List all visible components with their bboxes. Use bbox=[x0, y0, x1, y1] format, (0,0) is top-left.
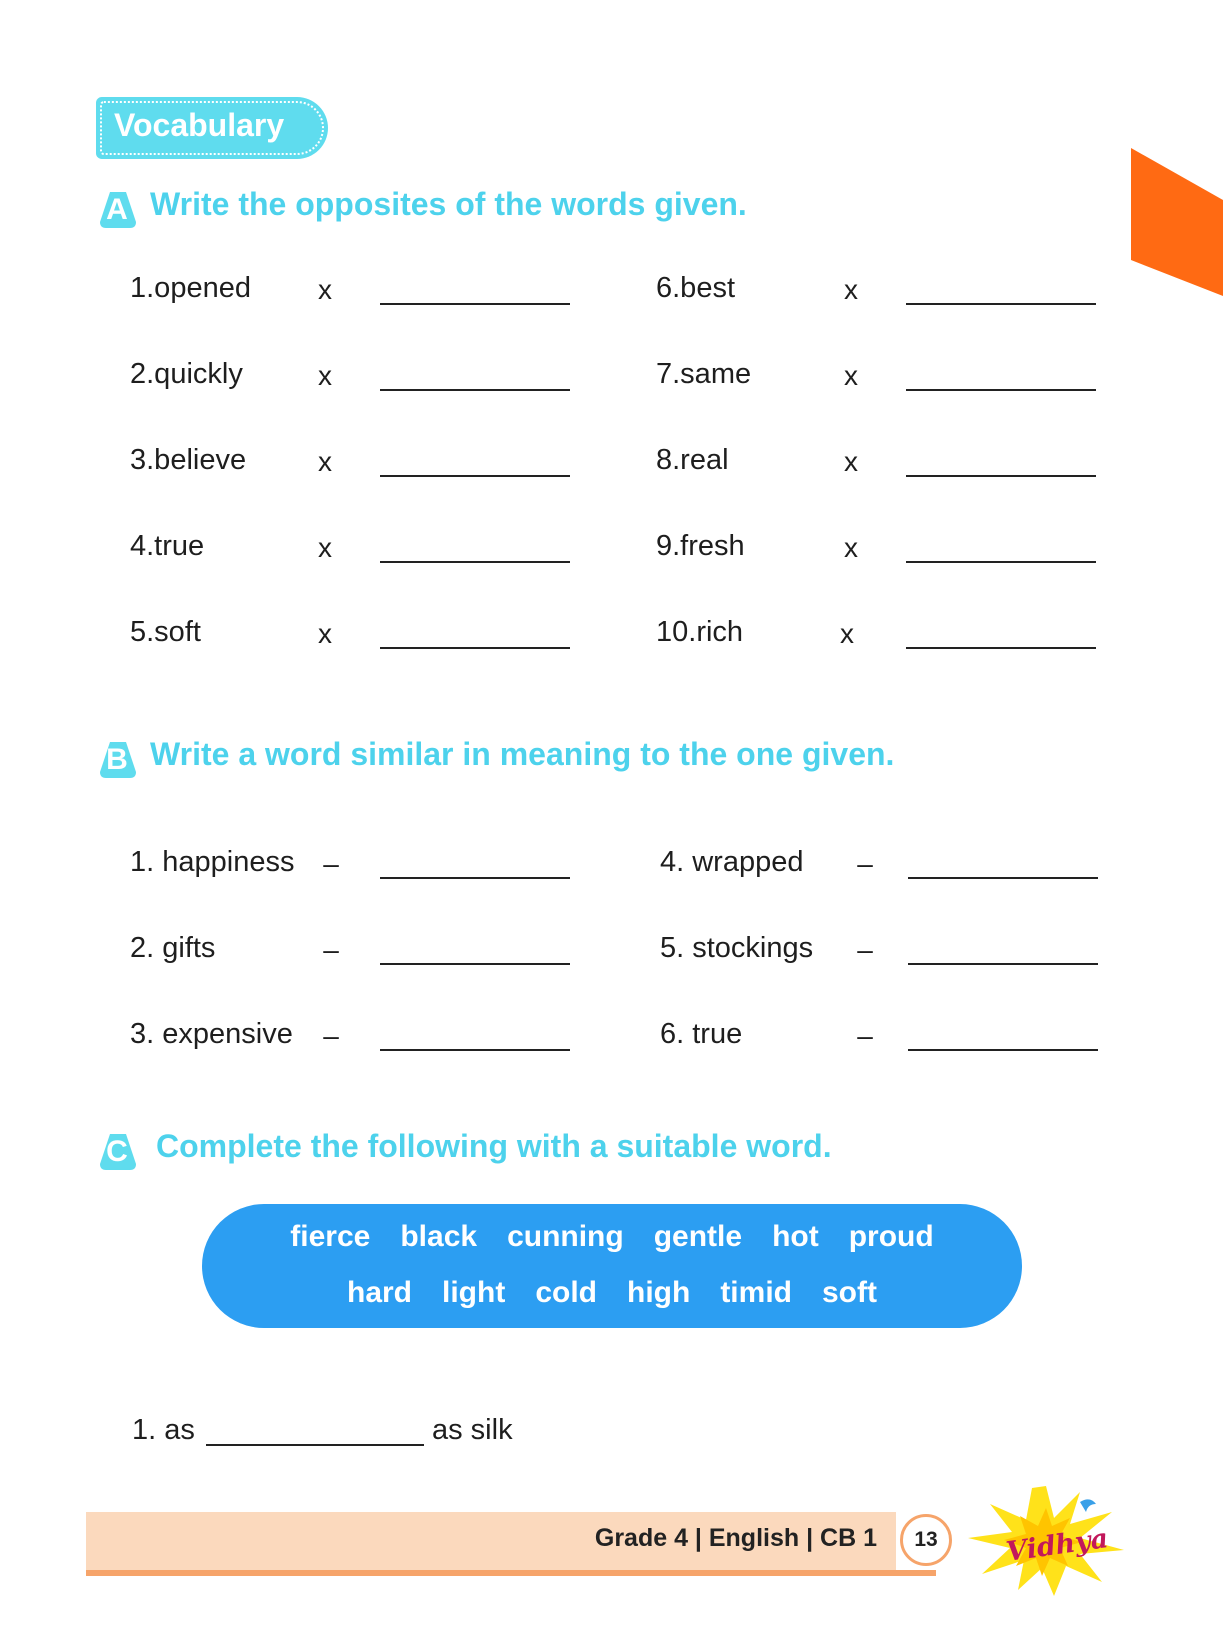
word-bank-word: fierce bbox=[290, 1220, 371, 1253]
similar-word-2: 2. gifts bbox=[130, 932, 216, 964]
vocabulary-tag bbox=[96, 97, 328, 159]
answer-blank-b6[interactable] bbox=[908, 1049, 1098, 1051]
opposite-word-9: 9.fresh bbox=[656, 530, 745, 562]
opposite-word-5: 5.soft bbox=[130, 616, 201, 648]
word-bank-word: cunning bbox=[507, 1220, 624, 1253]
footer-grade-subject: Grade 4 | English | CB 1 bbox=[594, 1524, 877, 1552]
opposite-word-4: 4.true bbox=[130, 530, 205, 562]
similar-word-6: 6. true bbox=[660, 1018, 743, 1050]
similar-dash: – bbox=[323, 1020, 339, 1051]
opposite-word-10: 10.rich bbox=[656, 616, 744, 648]
vocabulary-label: Vocabulary bbox=[114, 107, 285, 143]
similar-word-3: 3. expensive bbox=[130, 1018, 293, 1050]
section-b-badge-letter: B bbox=[106, 743, 128, 776]
opposite-mark: x bbox=[318, 618, 332, 649]
word-bank bbox=[202, 1204, 1022, 1328]
similar-dash: – bbox=[323, 848, 339, 879]
section-a-title: Write the opposites of the words given. bbox=[150, 186, 747, 222]
word-bank-row-1 bbox=[202, 1220, 1022, 1254]
opposite-mark: x bbox=[844, 446, 858, 477]
corner-tab-decoration bbox=[1131, 148, 1223, 296]
word-bank-word: cold bbox=[535, 1276, 597, 1309]
opposite-word-6: 6.best bbox=[656, 272, 735, 304]
opposite-mark: x bbox=[318, 446, 332, 477]
section-a-badge-letter: A bbox=[106, 193, 128, 226]
similar-dash: – bbox=[323, 934, 339, 965]
answer-blank-a8[interactable] bbox=[906, 475, 1096, 477]
answer-blank-a5[interactable] bbox=[380, 647, 570, 649]
similar-dash: – bbox=[857, 1020, 873, 1051]
answer-blank-b2[interactable] bbox=[380, 963, 570, 965]
word-bank-word: proud bbox=[848, 1220, 934, 1253]
page-number: 13 bbox=[900, 1514, 952, 1566]
word-bank-word: soft bbox=[821, 1276, 877, 1309]
answer-blank-a2[interactable] bbox=[380, 389, 570, 391]
answer-blank-a9[interactable] bbox=[906, 561, 1096, 563]
opposite-word-8: 8.real bbox=[656, 444, 729, 476]
answer-blank-b3[interactable] bbox=[380, 1049, 570, 1051]
word-bank-word: hot bbox=[772, 1220, 819, 1253]
answer-blank-a6[interactable] bbox=[906, 303, 1096, 305]
answer-blank-a7[interactable] bbox=[906, 389, 1096, 391]
word-bank-word: timid bbox=[720, 1276, 792, 1309]
similar-dash: – bbox=[857, 934, 873, 965]
opposite-word-2: 2.quickly bbox=[130, 358, 243, 390]
answer-blank-b5[interactable] bbox=[908, 963, 1098, 965]
word-bank-word: gentle bbox=[653, 1220, 743, 1253]
similar-word-5: 5. stockings bbox=[660, 932, 814, 964]
similar-word-4: 4. wrapped bbox=[660, 846, 804, 878]
word-bank-word: hard bbox=[347, 1276, 413, 1309]
section-c-badge-letter: C bbox=[106, 1135, 128, 1168]
opposite-mark: x bbox=[844, 532, 858, 563]
opposite-word-3: 3.believe bbox=[130, 444, 247, 476]
opposite-word-1: 1.opened bbox=[130, 272, 251, 304]
complete-item-1-prefix: 1. as bbox=[132, 1414, 195, 1446]
answer-blank-a3[interactable] bbox=[380, 475, 570, 477]
similar-word-1: 1. happiness bbox=[130, 846, 295, 878]
word-bank-word: black bbox=[400, 1220, 478, 1253]
answer-blank-a10[interactable] bbox=[906, 647, 1096, 649]
word-bank-word: high bbox=[627, 1276, 691, 1309]
opposite-mark: x bbox=[318, 360, 332, 391]
opposite-mark: x bbox=[318, 274, 332, 305]
complete-item-1-suffix: as silk bbox=[432, 1414, 513, 1446]
word-bank-row-2 bbox=[202, 1276, 1022, 1310]
word-bank-word: light bbox=[442, 1276, 506, 1309]
opposite-mark: x bbox=[840, 618, 854, 649]
answer-blank-c1[interactable] bbox=[206, 1444, 424, 1446]
opposite-mark: x bbox=[844, 360, 858, 391]
section-c-title: Complete the following with a suitable word. bbox=[156, 1128, 832, 1164]
vidhya-logo-text: Vidhya bbox=[1004, 1523, 1111, 1568]
opposite-mark: x bbox=[318, 532, 332, 563]
answer-blank-b4[interactable] bbox=[908, 877, 1098, 879]
answer-blank-a1[interactable] bbox=[380, 303, 570, 305]
answer-blank-b1[interactable] bbox=[380, 877, 570, 879]
opposite-mark: x bbox=[844, 274, 858, 305]
section-b-title: Write a word similar in meaning to the one given. bbox=[150, 736, 895, 772]
answer-blank-a4[interactable] bbox=[380, 561, 570, 563]
similar-dash: – bbox=[857, 848, 873, 879]
opposite-word-7: 7.same bbox=[656, 358, 752, 390]
